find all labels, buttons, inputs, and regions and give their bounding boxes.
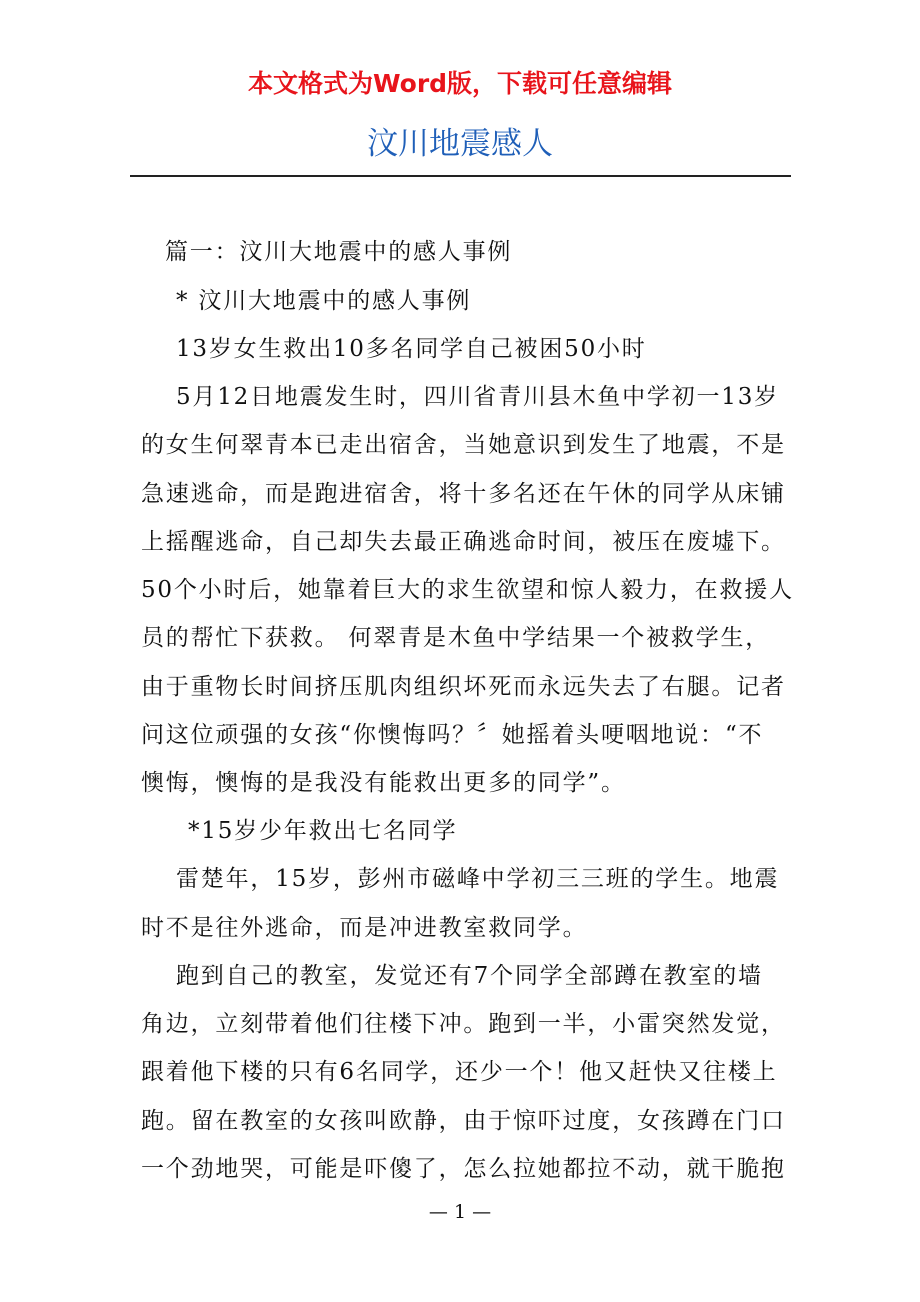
paragraph-line: 时不是往外逃命，而是冲进教室救同学。	[141, 915, 588, 941]
paragraph-line: 急速逃命，而是跑进宿舍，将十多名还在午休的同学从床铺	[141, 481, 786, 507]
paragraph-line: 50个小时后，她靠着巨大的求生欲望和惊人毅力，在救援人	[141, 577, 794, 603]
format-notice-banner: 本文格式为Word版，下载可任意编辑	[247, 69, 673, 98]
paragraph-line: 上摇醒逃命，自己却失去最正确逃命时间，被压在废墟下。	[141, 529, 786, 555]
paragraph-line: 员的帮忙下获救。 何翠青是木鱼中学结果一个被救学生，	[141, 625, 771, 651]
paragraph-line: 懊悔，懊悔的是我没有能救出更多的同学”。	[141, 770, 626, 796]
paragraph-line: 跟着他下楼的只有6名同学，还少一个！他又赶快又往楼上	[141, 1059, 778, 1085]
subsection-heading: * 汶川大地震中的感人事例	[176, 288, 472, 314]
story-heading: 13岁女生救出10多名同学自己被困50小时	[176, 336, 647, 362]
paragraph-line: 一个劲地哭，可能是吓傻了，怎么拉她都拉不动，就干脆抱	[141, 1156, 786, 1182]
paragraph-line: 的女生何翠青本已走出宿舍，当她意识到发生了地震，不是	[141, 432, 786, 458]
paragraph-line: 角边，立刻带着他们往楼下冲。跑到一半，小雷突然发觉，	[141, 1011, 786, 1037]
page-number: — 1 —	[428, 1201, 492, 1223]
section-heading: 篇一：汶川大地震中的感人事例	[165, 239, 513, 265]
paragraph-line: 跑。留在教室的女孩叫欧静，由于惊吓过度，女孩蹲在门口	[141, 1108, 786, 1134]
paragraph-line: 由于重物长时间挤压肌肉组织坏死而永远失去了右腿。记者	[141, 674, 786, 700]
paragraph-line: 雷楚年，15岁，彭州市磁峰中学初三三班的学生。地震	[176, 866, 780, 892]
paragraph-line: 问这位顽强的女孩“你懊悔吗？〞她摇着头哽咽地说：“不	[141, 722, 764, 748]
paragraph-line: 跑到自己的教室，发觉还有7个同学全部蹲在教室的墙	[176, 963, 763, 989]
story-heading: *15岁少年救出七名同学	[188, 818, 458, 844]
document-title: 汶川地震感人	[367, 126, 553, 162]
title-divider	[130, 175, 791, 177]
paragraph-line: 5月12日地震发生时，四川省青川县木鱼中学初一13岁	[176, 384, 779, 410]
